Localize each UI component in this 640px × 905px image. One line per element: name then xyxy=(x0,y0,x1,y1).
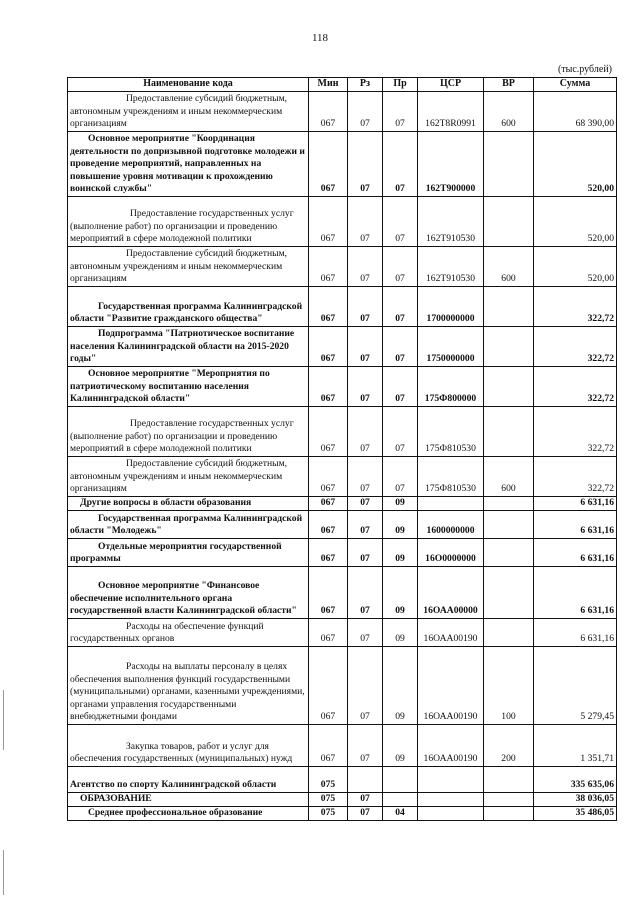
row-pr: 07 xyxy=(383,197,418,247)
row-sum: 335 635,06 xyxy=(534,767,617,793)
table-row xyxy=(68,511,617,539)
row-name: Расходы на выплаты персоналу в целях обеспечения выполнения функций государственными (муниципальными) органами, казенными учреждениями, органами управления государственными внебюджетными фондами xyxy=(68,647,309,725)
row-pr: 07 xyxy=(383,287,418,327)
row-name: Другие вопросы в области образования xyxy=(68,497,309,511)
unit-note: (тыс.рублей) xyxy=(557,64,612,75)
row-pr: 07 xyxy=(383,327,418,367)
row-name: Среднее профессиональное образование xyxy=(68,807,309,821)
table-row xyxy=(68,197,617,247)
row-sum: 6 631,16 xyxy=(534,497,617,511)
table-row xyxy=(68,647,617,725)
row-sum: 6 631,16 xyxy=(534,511,617,539)
row-name: Государственная программа Калининградской области "Молодежь" xyxy=(68,511,309,539)
row-name: Основное мероприятие "Мероприятия по патриотическому воспитанию населения Калининградской области" xyxy=(68,367,309,407)
row-vr xyxy=(484,367,534,407)
row-sum: 6 631,16 xyxy=(534,539,617,567)
row-csr: 1700000000 xyxy=(418,287,484,327)
row-sum: 322,72 xyxy=(534,327,617,367)
row-sum: 5 279,45 xyxy=(534,647,617,725)
row-rz: 07 xyxy=(348,247,383,287)
row-rz: 07 xyxy=(348,793,383,807)
row-name: Закупка товаров, работ и услуг для обеспечения государственных (муниципальных) нужд xyxy=(68,725,309,767)
row-name: Подпрограмма "Патриотическое воспитание населения Калининградской области на 2015-2020 годы" xyxy=(68,327,309,367)
header-sum: Сумма xyxy=(534,78,617,92)
row-csr: 16ОАА00190 xyxy=(418,647,484,725)
row-vr: 600 xyxy=(484,457,534,497)
header-min: Мин xyxy=(309,78,348,92)
row-rz: 07 xyxy=(348,497,383,511)
table-row xyxy=(68,287,617,327)
row-rz: 07 xyxy=(348,367,383,407)
table-row xyxy=(68,567,617,619)
header-name: Наименование кода xyxy=(68,78,309,92)
row-vr xyxy=(484,807,534,821)
row-sum: 520,00 xyxy=(534,132,617,197)
table-row xyxy=(68,92,617,132)
row-min: 067 xyxy=(309,247,348,287)
row-csr: 1750000000 xyxy=(418,327,484,367)
row-pr: 09 xyxy=(383,647,418,725)
row-rz: 07 xyxy=(348,807,383,821)
row-min: 067 xyxy=(309,367,348,407)
row-csr: 175Ф800000 xyxy=(418,367,484,407)
row-csr xyxy=(418,497,484,511)
row-vr xyxy=(484,407,534,457)
row-rz xyxy=(348,767,383,793)
row-csr xyxy=(418,807,484,821)
row-csr: 16О0000000 xyxy=(418,539,484,567)
table-row xyxy=(68,327,617,367)
row-rz: 07 xyxy=(348,327,383,367)
row-min: 067 xyxy=(309,327,348,367)
header-vr: ВР xyxy=(484,78,534,92)
row-name: Предоставление государственных услуг (выполнение работ) по организации и проведению мероприятий в сфере молодежной политики xyxy=(68,407,309,457)
row-pr: 07 xyxy=(383,247,418,287)
row-pr xyxy=(383,793,418,807)
page-number: 118 xyxy=(311,32,329,44)
row-pr: 09 xyxy=(383,619,418,647)
table-row xyxy=(68,767,617,793)
row-rz: 07 xyxy=(348,287,383,327)
row-rz: 07 xyxy=(348,511,383,539)
row-rz: 07 xyxy=(348,619,383,647)
row-pr: 09 xyxy=(383,725,418,767)
row-sum: 38 036,05 xyxy=(534,793,617,807)
row-name: Агентство по спорту Калининградской области xyxy=(68,767,309,793)
row-vr xyxy=(484,132,534,197)
row-csr: 16ОАА00190 xyxy=(418,619,484,647)
row-pr: 09 xyxy=(383,497,418,511)
row-csr: 1600000000 xyxy=(418,511,484,539)
row-vr xyxy=(484,539,534,567)
row-name: Основное мероприятие "Финансовое обеспечение исполнительного органа государственной власти Калининградской области" xyxy=(68,567,309,619)
row-min: 075 xyxy=(309,767,348,793)
table-row xyxy=(68,793,617,807)
row-csr: 162Т910530 xyxy=(418,247,484,287)
budget-table xyxy=(67,77,617,821)
row-pr: 07 xyxy=(383,457,418,497)
row-csr: 16ОАА00000 xyxy=(418,567,484,619)
row-min: 067 xyxy=(309,287,348,327)
binding-edge-mark xyxy=(3,850,4,895)
row-sum: 68 390,00 xyxy=(534,92,617,132)
row-name: Предоставление субсидий бюджетным, автономным учреждениям и иным некоммерческим организациям xyxy=(68,92,309,132)
table-row xyxy=(68,725,617,767)
row-vr xyxy=(484,511,534,539)
row-min: 067 xyxy=(309,92,348,132)
table-row xyxy=(68,457,617,497)
table-row xyxy=(68,539,617,567)
header-csr: ЦСР xyxy=(418,78,484,92)
row-min: 067 xyxy=(309,567,348,619)
table-row xyxy=(68,407,617,457)
row-pr: 07 xyxy=(383,367,418,407)
row-sum: 520,00 xyxy=(534,197,617,247)
row-csr: 162Т8R0991 xyxy=(418,92,484,132)
row-rz: 07 xyxy=(348,132,383,197)
row-vr: 600 xyxy=(484,92,534,132)
row-min: 067 xyxy=(309,725,348,767)
row-min: 067 xyxy=(309,197,348,247)
row-vr xyxy=(484,197,534,247)
row-vr xyxy=(484,767,534,793)
row-min: 067 xyxy=(309,539,348,567)
row-rz: 07 xyxy=(348,457,383,497)
row-min: 067 xyxy=(309,407,348,457)
table-row xyxy=(68,497,617,511)
row-csr: 162Т910530 xyxy=(418,197,484,247)
row-pr: 07 xyxy=(383,92,418,132)
row-pr: 07 xyxy=(383,407,418,457)
row-min: 067 xyxy=(309,457,348,497)
row-vr xyxy=(484,287,534,327)
table-row xyxy=(68,619,617,647)
row-vr xyxy=(484,793,534,807)
row-sum: 322,72 xyxy=(534,287,617,327)
row-pr: 04 xyxy=(383,807,418,821)
row-vr: 200 xyxy=(484,725,534,767)
row-min: 067 xyxy=(309,497,348,511)
table-header-row xyxy=(68,78,617,92)
row-vr xyxy=(484,327,534,367)
row-csr: 175Ф810530 xyxy=(418,407,484,457)
row-csr: 16ОАА00190 xyxy=(418,725,484,767)
table-row xyxy=(68,807,617,821)
row-pr: 09 xyxy=(383,511,418,539)
row-vr: 100 xyxy=(484,647,534,725)
row-min: 067 xyxy=(309,132,348,197)
table-row xyxy=(68,132,617,197)
row-pr xyxy=(383,767,418,793)
row-name: Предоставление субсидий бюджетным, автономным учреждениям и иным некоммерческим организациям xyxy=(68,247,309,287)
row-vr: 600 xyxy=(484,247,534,287)
row-rz: 07 xyxy=(348,197,383,247)
row-sum: 520,00 xyxy=(534,247,617,287)
row-rz: 07 xyxy=(348,539,383,567)
row-vr xyxy=(484,619,534,647)
row-pr: 09 xyxy=(383,567,418,619)
row-rz: 07 xyxy=(348,567,383,619)
table-row xyxy=(68,367,617,407)
row-vr xyxy=(484,567,534,619)
row-rz: 07 xyxy=(348,92,383,132)
row-name: ОБРАЗОВАНИЕ xyxy=(68,793,309,807)
row-rz: 07 xyxy=(348,647,383,725)
header-pr: Пр xyxy=(383,78,418,92)
row-sum: 322,72 xyxy=(534,407,617,457)
row-rz: 07 xyxy=(348,725,383,767)
header-rz: Рз xyxy=(348,78,383,92)
row-csr: 175Ф810530 xyxy=(418,457,484,497)
row-name: Расходы на обеспечение функций государственных органов xyxy=(68,619,309,647)
row-rz: 07 xyxy=(348,407,383,457)
row-csr xyxy=(418,793,484,807)
table-row xyxy=(68,247,617,287)
row-min: 067 xyxy=(309,647,348,725)
row-min: 075 xyxy=(309,793,348,807)
row-sum: 322,72 xyxy=(534,457,617,497)
row-sum: 35 486,05 xyxy=(534,807,617,821)
row-csr xyxy=(418,767,484,793)
row-sum: 322,72 xyxy=(534,367,617,407)
binding-edge-mark xyxy=(3,690,4,750)
row-name: Отдельные мероприятия государственной программы xyxy=(68,539,309,567)
row-sum: 1 351,71 xyxy=(534,725,617,767)
row-min: 075 xyxy=(309,807,348,821)
row-pr: 09 xyxy=(383,539,418,567)
row-pr: 07 xyxy=(383,132,418,197)
row-min: 067 xyxy=(309,511,348,539)
row-name: Предоставление субсидий бюджетным, автономным учреждениям и иным некоммерческим организациям xyxy=(68,457,309,497)
row-sum: 6 631,16 xyxy=(534,567,617,619)
row-min: 067 xyxy=(309,619,348,647)
row-name: Государственная программа Калининградской области "Развитие гражданского общества" xyxy=(68,287,309,327)
row-name: Предоставление государственных услуг (выполнение работ) по организации и проведению мероприятий в сфере молодежной политики xyxy=(68,197,309,247)
row-sum: 6 631,16 xyxy=(534,619,617,647)
row-name: Основное мероприятие "Координация деятельности по допризывной подготовке молодежи и проведение мероприятий, направленных на повышение уровня мотивации к прохождению воинской службы" xyxy=(68,132,309,197)
row-vr xyxy=(484,497,534,511)
row-csr: 162Т900000 xyxy=(418,132,484,197)
